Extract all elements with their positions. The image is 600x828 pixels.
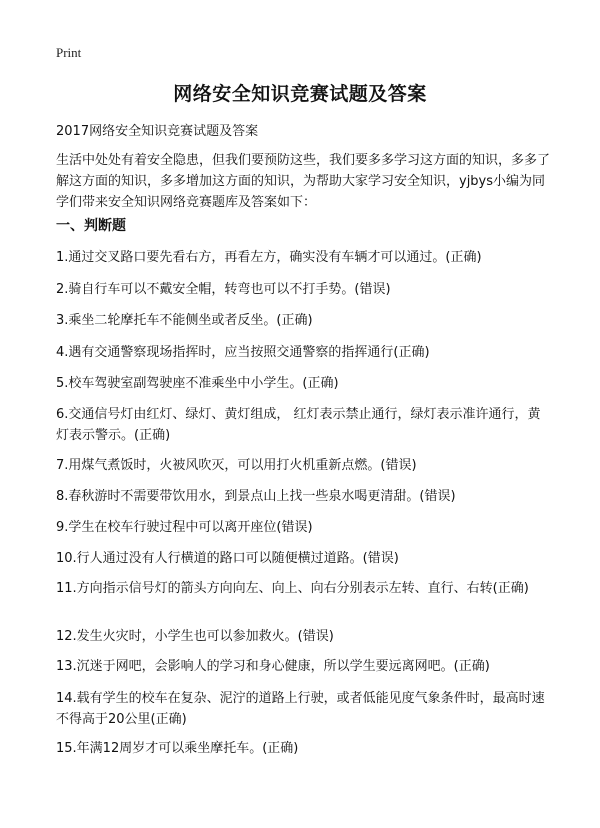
question-item: 1.通过交叉路口要先看右方，再看左方，确实没有车辆才可以通过。(正确) [56,250,482,265]
question-item: 7.用煤气煮饭时，火被风吹灭，可以用打火机重新点燃。(错误) [56,458,417,473]
question-item: 14.载有学生的校车在复杂、泥泞的道路上行驶，或者低能见度气象条件时，最高时速不得高于20公里(正确) [56,691,545,727]
question-item: 15.年满12周岁才可以乘坐摩托车。(正确) [56,741,299,756]
question-item: 9.学生在校车行驶过程中可以离开座位(错误) [56,520,313,535]
intro-paragraph: 生活中处处有着安全隐患，但我们要预防这些，我们要多多学习这方面的知识，多多了解这方面的知识，多多增加这方面的知识，为帮助大家学习安全知识，yjbys小编为同学们带来安全知识网络竞赛题库及答案如下： [56,153,551,210]
question-item: 5.校车驾驶室副驾驶座不准乘坐中小学生。(正确) [56,376,339,391]
document-subtitle: 2017网络安全知识竞赛试题及答案 [56,124,259,139]
question-item: 12.发生火灾时，小学生也可以参加救火。(错误) [56,629,334,644]
section-heading: 一、判断题 [56,218,126,234]
question-item: 3.乘坐二轮摩托车不能侧坐或者反坐。(正确) [56,313,313,328]
page-title: 网络安全知识竞赛试题及答案 [173,83,427,105]
question-item: 2.骑自行车可以不戴安全帽，转弯也可以不打手势。(错误) [56,282,391,297]
question-item: 13.沉迷于网吧，会影响人的学习和身心健康，所以学生要远离网吧。(正确) [56,659,490,674]
question-item: 11.方向指示信号灯的箭头方向向左、向上、向右分别表示左转、直行、右转(正确) [56,581,529,596]
question-item: 10.行人通过没有人行横道的路口可以随便横过道路。(错误) [56,551,399,566]
print-label: Print [56,45,82,60]
question-item: 8.春秋游时不需要带饮用水，到景点山上找一些泉水喝更清甜。(错误) [56,489,456,504]
question-item: 6.交通信号灯由红灯、绿灯、黄灯组成， 红灯表示禁止通行，绿灯表示准许通行，黄灯表示警示。(正确) [56,407,541,443]
question-item: 4.遇有交通警察现场指挥时，应当按照交通警察的指挥通行(正确) [56,345,430,360]
